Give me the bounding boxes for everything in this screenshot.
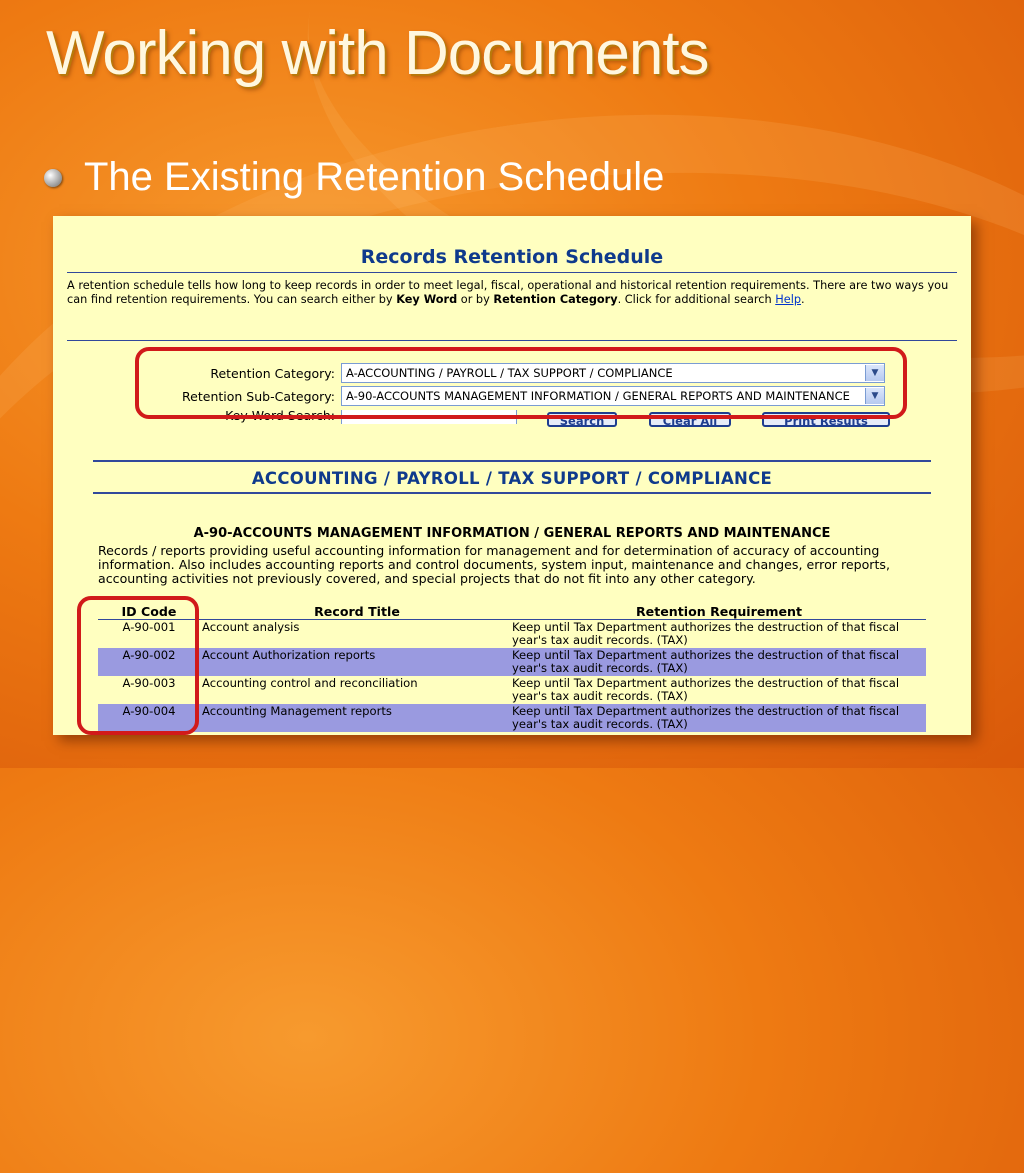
- chevron-down-icon[interactable]: ▼: [865, 365, 884, 381]
- id-code: A-90-004: [122, 704, 176, 718]
- record-title: Accounting control and reconciliation: [202, 676, 418, 690]
- retention-requirement: Keep until Tax Department authorizes the destruction of that fiscal year's tax audit records. (TAX): [512, 620, 900, 647]
- slide-title: Working with Documents: [46, 19, 709, 88]
- table-row: [98, 648, 926, 676]
- schedule-title: Records Retention Schedule: [360, 246, 664, 268]
- divider: [67, 340, 957, 341]
- keyword-label: Key Word Search:: [225, 410, 335, 423]
- category-highlight-box: [135, 347, 907, 419]
- subcategory-label: Retention Sub-Category:: [182, 388, 335, 404]
- header-id-code: ID Code: [121, 604, 177, 619]
- record-title: Account Authorization reports: [202, 648, 376, 662]
- intro-text: [67, 279, 957, 306]
- intro-keyword: Key Word: [396, 292, 458, 306]
- id-code: A-90-001: [122, 620, 176, 634]
- category-heading: ACCOUNTING / PAYROLL / TAX SUPPORT / COMPLIANCE: [251, 469, 773, 488]
- chevron-down-icon[interactable]: ▼: [865, 388, 884, 404]
- clear-all-button[interactable]: Clear All: [649, 412, 731, 427]
- divider: [67, 272, 957, 273]
- intro-part: . Click for additional search: [617, 292, 776, 306]
- record-title: Account analysis: [202, 620, 300, 634]
- print-results-button[interactable]: Print Results: [762, 412, 890, 427]
- table-row: [98, 704, 926, 732]
- retention-requirement: Keep until Tax Department authorizes the destruction of that fiscal year's tax audit records. (TAX): [512, 704, 900, 731]
- category-label: Retention Category:: [210, 365, 335, 381]
- bullet-text: The Existing Retention Schedule: [84, 155, 665, 199]
- table-header: [98, 604, 926, 620]
- retention-requirement: Keep until Tax Department authorizes the destruction of that fiscal year's tax audit records. (TAX): [512, 676, 900, 703]
- records-table: [98, 604, 926, 732]
- subcategory-value: A-90-ACCOUNTS MANAGEMENT INFORMATION / GENERAL REPORTS AND MAINTENANCE: [346, 389, 850, 403]
- intro-part: .: [801, 292, 805, 306]
- help-link[interactable]: Help: [775, 292, 802, 306]
- retention-schedule-screenshot: [53, 216, 971, 735]
- table-row: [98, 676, 926, 704]
- record-title: Accounting Management reports: [202, 704, 392, 718]
- divider: [93, 460, 931, 462]
- search-button[interactable]: Search: [547, 412, 617, 427]
- intro-retention: Retention Category: [493, 292, 618, 306]
- bullet-icon: [44, 169, 62, 187]
- bullet-item: [44, 155, 664, 200]
- intro-part: or by: [457, 292, 494, 306]
- id-code: A-90-002: [122, 648, 176, 662]
- subcategory-heading: A-90-ACCOUNTS MANAGEMENT INFORMATION / GENERAL REPORTS AND MAINTENANCE: [193, 526, 831, 541]
- divider: [93, 492, 931, 494]
- id-code: A-90-003: [122, 676, 176, 690]
- category-description: Records / reports providing useful accounting information for management and for determination of accuracy of accounting information. Also includes accounting reports and control documents, system input, maintenance and changes, error reports, accounting activities not previously covered, and special projects that do not fit into any other category.: [98, 544, 890, 586]
- intro-part: A retention schedule tells how long to keep records in order to meet legal, fiscal, operational and historical retention requirements. There are two ways you can find retention requirements. You can search either by: [67, 279, 949, 306]
- category-value: A-ACCOUNTING / PAYROLL / TAX SUPPORT / COMPLIANCE: [346, 366, 673, 380]
- retention-requirement: Keep until Tax Department authorizes the destruction of that fiscal year's tax audit records. (TAX): [512, 648, 900, 675]
- table-row: [98, 620, 926, 648]
- header-record-title: Record Title: [314, 604, 400, 619]
- id-code-highlight-box: [77, 596, 199, 735]
- header-retention-requirement: Retention Requirement: [635, 604, 803, 619]
